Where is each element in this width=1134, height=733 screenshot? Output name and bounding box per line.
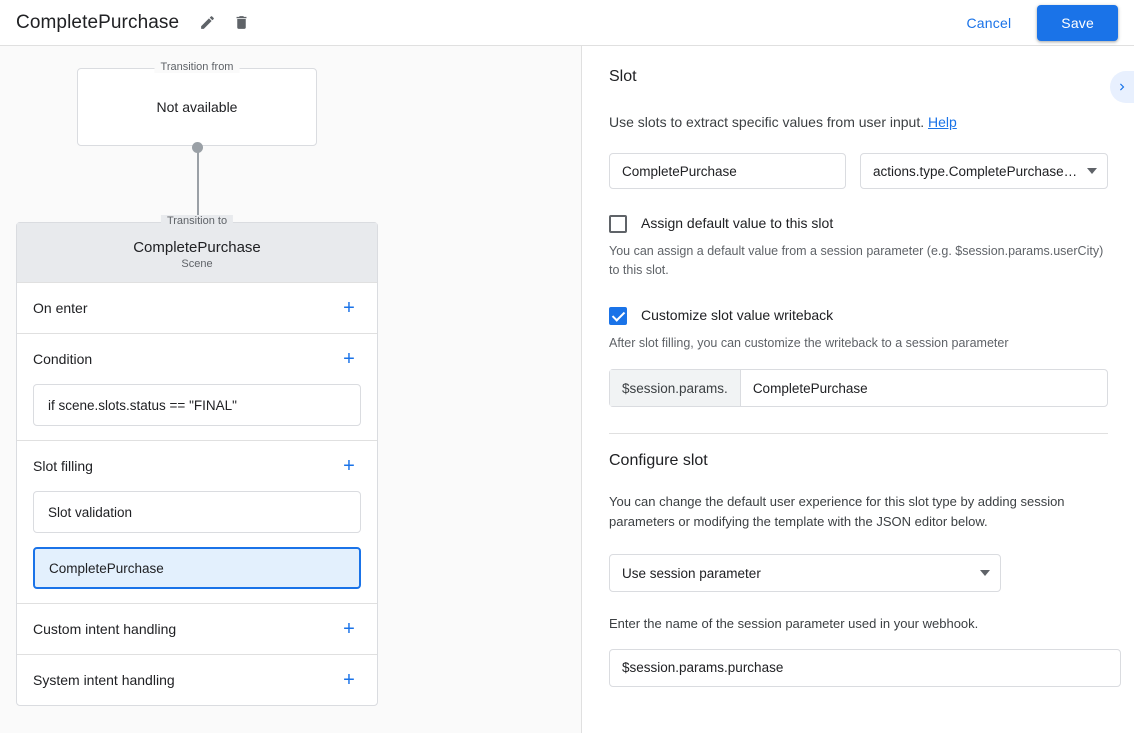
configure-slot-title: Configure slot xyxy=(609,452,708,470)
scene-card xyxy=(16,215,378,706)
add-condition-icon[interactable]: + xyxy=(343,348,355,370)
configure-slot-select[interactable] xyxy=(609,554,1001,592)
add-system-intent-icon[interactable]: + xyxy=(343,669,355,691)
section-on-enter-label: On enter xyxy=(33,300,88,316)
writeback-label: Customize slot value writeback xyxy=(641,306,834,323)
section-condition xyxy=(17,333,377,426)
writeback-prefix: $session.params. xyxy=(610,370,741,406)
section-custom-intent-handling xyxy=(17,603,377,654)
assign-default-help: You can assign a default value from a session parameter (e.g. $session.params.userCity) to this slot. xyxy=(609,244,1104,278)
slot-name-input[interactable]: CompletePurchase xyxy=(609,153,846,189)
help-link[interactable]: Help xyxy=(928,114,957,130)
scene-header xyxy=(17,215,377,282)
slot-details-panel xyxy=(583,46,1134,733)
scene-title: CompletePurchase xyxy=(133,239,261,256)
assign-default-row xyxy=(609,215,1108,233)
section-on-enter-header[interactable] xyxy=(33,283,361,333)
section-system-intent-handling xyxy=(17,654,377,705)
scene-subtitle: Scene xyxy=(181,258,213,270)
transition-from-card[interactable] xyxy=(77,61,317,146)
add-on-enter-icon[interactable]: + xyxy=(343,297,355,319)
configure-slot-help: Enter the name of the session parameter used in your webhook. xyxy=(609,616,979,632)
configure-slot-section xyxy=(583,434,1134,686)
page-title: CompletePurchase xyxy=(16,11,180,33)
section-condition-label: Condition xyxy=(33,351,93,367)
configure-slot-description: You can change the default user experience for this slot type by adding session parameters or modifying the template with the JSON editor below. xyxy=(609,494,1065,530)
section-system-intent-label: System intent handling xyxy=(33,672,175,688)
writeback-help: After slot filling, you can customize the writeback to a session parameter xyxy=(609,335,1009,350)
section-custom-intent-header[interactable] xyxy=(33,604,361,654)
add-slot-filling-icon[interactable]: + xyxy=(343,455,355,477)
slot-description: Use slots to extract specific values from user input. xyxy=(609,114,925,130)
section-system-intent-header[interactable] xyxy=(33,655,361,705)
assign-default-label: Assign default value to this slot xyxy=(641,215,834,231)
chevron-right-icon[interactable] xyxy=(1110,71,1134,103)
slot-item-complete-purchase[interactable]: CompletePurchase xyxy=(33,547,361,589)
slot-name-type-row xyxy=(609,153,1108,189)
assign-default-checkbox[interactable] xyxy=(609,215,627,233)
trash-icon[interactable] xyxy=(227,9,255,37)
writeback-param-input[interactable] xyxy=(609,369,1108,407)
slot-type-select[interactable] xyxy=(860,153,1108,189)
transition-from-tag: Transition from xyxy=(155,61,240,73)
section-custom-intent-label: Custom intent handling xyxy=(33,621,177,637)
slot-type-value: actions.type.CompletePurchase… xyxy=(873,163,1078,179)
save-button[interactable]: Save xyxy=(1037,5,1118,41)
condition-item[interactable]: if scene.slots.status == "FINAL" xyxy=(33,384,361,426)
add-custom-intent-icon[interactable]: + xyxy=(343,618,355,640)
transition-from-value: Not available xyxy=(156,99,238,115)
slot-section xyxy=(583,46,1134,434)
session-param-input[interactable]: $session.params.purchase xyxy=(609,649,1121,687)
scene-graph-panel xyxy=(0,46,582,733)
section-slot-filling-label: Slot filling xyxy=(33,458,93,474)
writeback-row xyxy=(609,307,1108,325)
writeback-checkbox[interactable] xyxy=(609,307,627,325)
section-condition-header[interactable] xyxy=(33,334,361,384)
slot-description-row xyxy=(609,112,1108,133)
section-on-enter xyxy=(17,282,377,333)
writeback-value[interactable]: CompletePurchase xyxy=(752,380,868,396)
chevron-down-icon xyxy=(1087,168,1097,174)
section-slot-filling-header[interactable] xyxy=(33,441,361,491)
slot-section-title: Slot xyxy=(609,68,637,85)
cancel-button[interactable]: Cancel xyxy=(953,7,1026,39)
transition-to-tag: Transition to xyxy=(161,215,233,227)
pencil-icon[interactable] xyxy=(193,9,221,37)
section-slot-filling xyxy=(17,440,377,589)
app-header xyxy=(0,0,1134,46)
configure-slot-select-value: Use session parameter xyxy=(622,565,761,581)
slot-validation-item[interactable]: Slot validation xyxy=(33,491,361,533)
chevron-down-icon-2 xyxy=(980,570,990,576)
